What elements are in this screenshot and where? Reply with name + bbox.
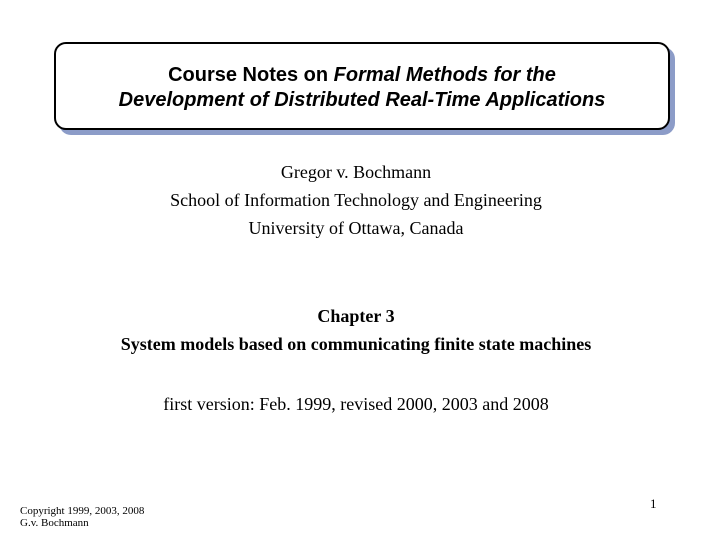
- title-emphasis-1: Formal Methods for the: [333, 64, 556, 86]
- version-note: first version: Feb. 1999, revised 2000, 2003 and 2008: [163, 394, 549, 414]
- title-line-1: [56, 63, 668, 88]
- title-box: [54, 42, 670, 130]
- author-block: [0, 158, 720, 242]
- decorative-tick: [622, 38, 628, 40]
- chapter-number: Chapter 3: [317, 306, 395, 326]
- copyright-notice: [20, 505, 144, 529]
- title-prefix: Course Notes on: [168, 64, 334, 86]
- copyright-line-2: G.v. Bochmann: [20, 517, 89, 529]
- version-note-container: [0, 392, 720, 416]
- title-emphasis-2: Development of Distributed Real-Time Applications: [118, 89, 606, 111]
- title-line-2: [56, 88, 668, 113]
- chapter-subject: System models based on communicating finite state machines: [120, 334, 592, 354]
- chapter-block: [0, 302, 720, 358]
- author-name: Gregor v. Bochmann: [280, 162, 432, 182]
- author-department: School of Information Technology and Engineering: [170, 190, 542, 210]
- page-number: 1: [650, 496, 657, 511]
- copyright-line-1: Copyright 1999, 2003, 2008: [20, 505, 145, 517]
- author-university: University of Ottawa, Canada: [248, 218, 464, 238]
